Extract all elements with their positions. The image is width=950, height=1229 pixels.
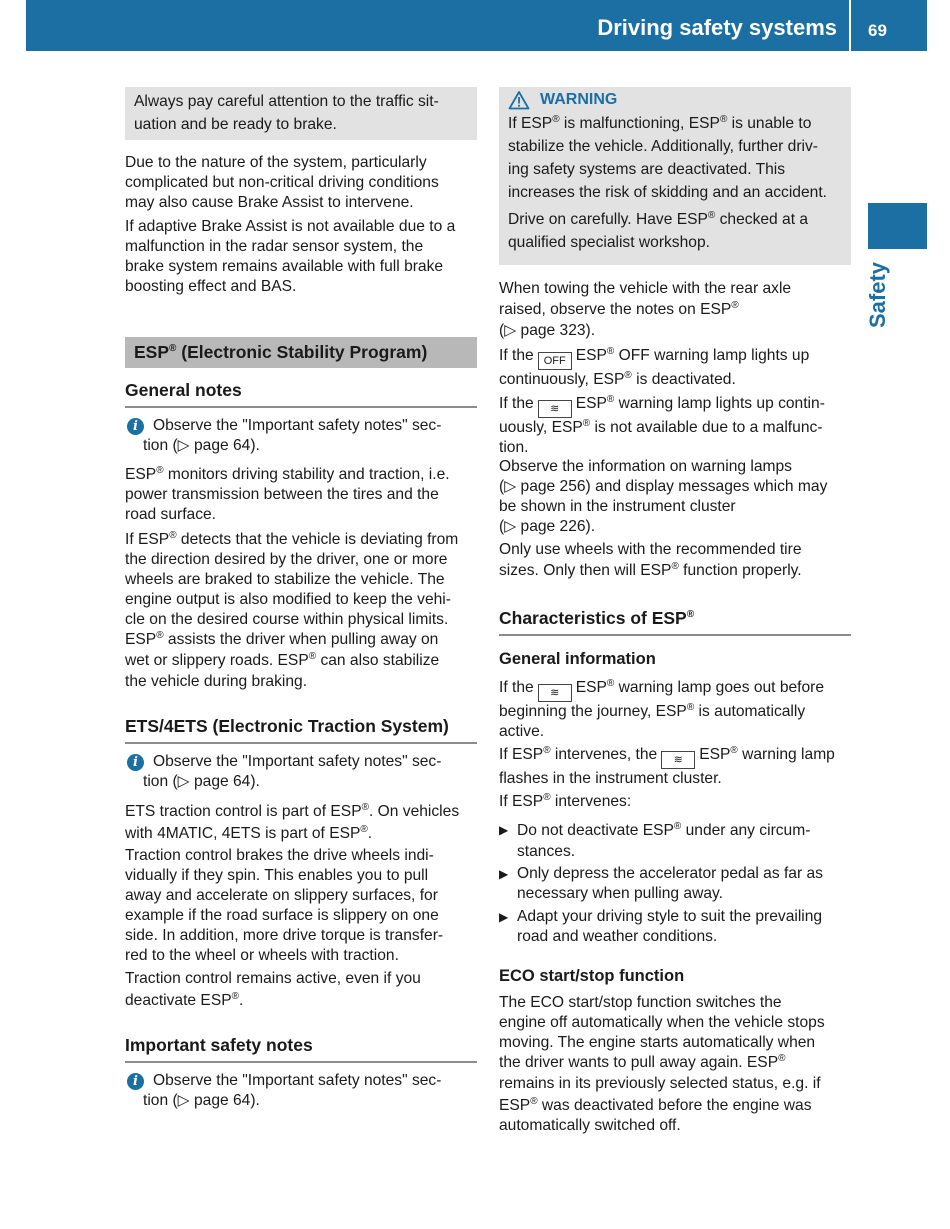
registered-mark: ® xyxy=(707,209,716,221)
paragraph xyxy=(499,744,851,789)
text: with 4MATIC, 4ETS is part of ESP xyxy=(125,825,361,842)
text-line: remains in its previously selected status, e.g. if xyxy=(499,1075,821,1092)
bullet-arrow-icon: ▶ xyxy=(499,823,509,837)
esp-warning-lamp-icon: ≋ xyxy=(538,684,572,702)
text-line: (▷ page 256) and display messages which may xyxy=(499,478,828,495)
text: . xyxy=(239,992,244,1009)
text: . xyxy=(367,825,373,842)
text-line: side. In addition, more drive torque is transfer- xyxy=(125,927,444,944)
registered-mark: ® xyxy=(308,650,317,662)
text-line: the direction desired by the driver, one or more xyxy=(125,551,448,568)
registered-mark: ® xyxy=(671,560,679,572)
heading-ets: ETS/4ETS (Electronic Traction System) xyxy=(125,714,477,744)
side-label xyxy=(848,250,908,340)
text: the driver wants to pull away again. ESP xyxy=(499,1054,779,1071)
paragraph xyxy=(499,393,851,458)
heading-general-notes: General notes xyxy=(125,378,477,408)
text-line xyxy=(499,560,851,582)
text: If the xyxy=(499,395,534,412)
text-line xyxy=(508,208,842,231)
side-label-text: Safety xyxy=(865,261,890,329)
text-line: example if the road surface is slippery on one xyxy=(125,907,439,924)
text-line: Observe the "Important safety notes" sec- xyxy=(153,417,442,434)
text: If the xyxy=(499,679,534,696)
text: uously, ESP xyxy=(499,419,583,436)
text-line: Traction control remains active, even if you xyxy=(125,970,421,987)
text: intervenes, the xyxy=(550,746,658,763)
text: is unable to xyxy=(727,115,812,132)
warning-header xyxy=(508,88,842,112)
registered-mark: ® xyxy=(673,820,682,832)
text: beginning the journey, ESP xyxy=(499,703,687,720)
paragraph xyxy=(125,465,477,525)
page-reference-link[interactable]: tion (▷ page 64). xyxy=(143,437,260,454)
text-line: malfunction in the radar sensor system, the xyxy=(125,238,424,255)
registered-mark: ® xyxy=(169,529,177,541)
text-line: cle on the desired course within physical limits. xyxy=(125,611,449,628)
text-line: active. xyxy=(499,723,545,740)
text: ETS traction control is part of ESP xyxy=(125,803,362,820)
text-line: Only depress the accelerator pedal as far as xyxy=(517,865,823,882)
text: sizes. Only then will ESP xyxy=(499,562,672,579)
text-line xyxy=(125,630,477,650)
registered-mark: ® xyxy=(530,1095,538,1107)
text-line: engine off automatically when the vehicle stops xyxy=(499,1014,825,1031)
text-line: wheels are braked to stabilize the vehicle. The xyxy=(125,571,445,588)
registered-mark: ® xyxy=(156,629,164,641)
text-line: ing safety systems are deactivated. This xyxy=(508,161,786,178)
text: function properly. xyxy=(678,562,802,579)
text-line: Adapt your driving style to suit the prevailing xyxy=(517,908,823,925)
text-line: road surface. xyxy=(125,506,217,523)
info-icon: i xyxy=(127,418,144,435)
text: If ESP xyxy=(508,115,553,132)
text-line: boosting effect and BAS. xyxy=(125,278,297,295)
text-line xyxy=(499,702,851,722)
registered-mark: ® xyxy=(543,791,551,803)
paragraph xyxy=(125,153,477,213)
text: ESP xyxy=(575,395,607,412)
registered-mark: ® xyxy=(361,801,369,813)
text-line: be shown in the instrument cluster xyxy=(499,498,736,515)
heading-characteristics-esp xyxy=(499,606,851,636)
registered-mark: ® xyxy=(606,393,615,405)
text: Do not deactivate ESP xyxy=(517,822,674,839)
text-line: Due to the nature of the system, particularly xyxy=(125,154,427,171)
text: ESP xyxy=(125,466,157,483)
paragraph xyxy=(125,630,477,692)
note-line: uation and be ready to brake. xyxy=(134,116,337,133)
text-line: engine output is also modified to keep the vehi- xyxy=(125,591,451,608)
registered-mark: ® xyxy=(778,1052,786,1064)
paragraph xyxy=(125,968,477,1012)
registered-mark: ® xyxy=(606,677,615,689)
registered-mark: ® xyxy=(606,345,615,357)
registered-mark: ® xyxy=(624,369,632,381)
text-line xyxy=(125,823,477,845)
registered-mark: ® xyxy=(719,113,728,125)
text: continuously, ESP xyxy=(499,371,625,388)
heading-text: (Electronic Stability Program) xyxy=(176,342,428,362)
heading-text: ESP xyxy=(134,342,170,362)
text-line: flashes in the instrument cluster. xyxy=(499,770,722,787)
text-line: necessary when pulling away. xyxy=(517,885,724,902)
text-line: power transmission between the tires and the xyxy=(125,486,439,503)
text: ESP xyxy=(575,347,607,364)
registered-mark: ® xyxy=(543,744,551,756)
text-line: qualified specialist workshop. xyxy=(508,234,710,251)
text-line: stabilize the vehicle. Additionally, further driv- xyxy=(508,138,819,155)
text: ESP xyxy=(125,631,157,648)
text-line xyxy=(499,1053,851,1073)
text-line xyxy=(499,744,851,769)
text-line xyxy=(499,299,851,321)
text: warning lamp lights up contin- xyxy=(614,395,825,412)
list-item xyxy=(499,864,851,907)
text: ESP xyxy=(499,1097,531,1114)
text: If ESP xyxy=(125,531,170,548)
bullet-list xyxy=(499,820,851,947)
paragraph xyxy=(499,677,851,742)
text: is malfunctioning, ESP xyxy=(559,115,720,132)
paragraph xyxy=(499,993,851,1136)
registered-mark: ® xyxy=(552,113,560,125)
info-note xyxy=(125,752,477,792)
paragraph xyxy=(125,530,477,630)
text-line: increases the risk of skidding and an accident. xyxy=(508,184,827,201)
text-line: red to the wheel or wheels with traction. xyxy=(125,947,399,964)
text-line: Traction control brakes the drive wheels indi- xyxy=(125,847,434,864)
registered-mark: ® xyxy=(360,823,368,835)
paragraph xyxy=(499,279,851,341)
text-line: vidually if they spin. This enables you to pull xyxy=(125,867,429,884)
text: can also stabilize xyxy=(316,652,440,669)
text-line xyxy=(499,393,851,418)
paragraph xyxy=(125,801,477,845)
registered-mark: ® xyxy=(730,744,738,756)
section-heading-esp xyxy=(125,337,477,368)
text-line: Observe the "Important safety notes" sec- xyxy=(153,753,442,770)
text: . On vehicles xyxy=(368,803,460,820)
text: checked at a xyxy=(715,211,809,228)
text-line: road and weather conditions. xyxy=(517,928,718,945)
heading-eco-start-stop: ECO start/stop function xyxy=(499,967,685,985)
text-line: The ECO start/stop function switches the xyxy=(499,994,782,1011)
paragraph xyxy=(499,345,851,390)
text-line: the vehicle during braking. xyxy=(125,673,308,690)
text-line xyxy=(499,345,851,370)
note-line: Always pay careful attention to the traffic sit- xyxy=(134,93,439,110)
text-line xyxy=(499,791,851,813)
registered-mark: ® xyxy=(731,299,739,311)
text-line: may also cause Brake Assist to intervene. xyxy=(125,194,414,211)
text-line: Observe the "Important safety notes" sec- xyxy=(153,1072,442,1089)
registered-mark: ® xyxy=(582,417,591,429)
text-line: complicated but non-critical driving conditions xyxy=(125,174,439,191)
info-icon: i xyxy=(127,1073,144,1090)
attention-note xyxy=(125,87,477,140)
text: warning lamp goes out before xyxy=(614,679,825,696)
text-line xyxy=(125,801,477,823)
text: was deactivated before the engine was xyxy=(537,1097,812,1114)
text-line xyxy=(499,1095,851,1116)
text: detects that the vehicle is deviating from xyxy=(176,531,459,548)
heading-text: Characteristics of ESP xyxy=(499,608,687,628)
text: ESP xyxy=(575,679,607,696)
text-line xyxy=(499,370,851,390)
text: intervenes: xyxy=(550,793,632,810)
esp-warning-lamp-icon: ≋ xyxy=(538,400,572,418)
text-line: tion. xyxy=(499,439,529,456)
info-note xyxy=(125,1071,477,1111)
text-line: Observe the information on warning lamps xyxy=(499,458,792,475)
chapter-title: Driving safety systems xyxy=(597,15,837,40)
paragraph xyxy=(125,846,477,966)
paragraph xyxy=(499,457,851,537)
registered-mark: ® xyxy=(686,609,695,621)
header-divider xyxy=(849,0,851,51)
text: assists the driver when pulling away on xyxy=(163,631,439,648)
text-line xyxy=(125,465,477,485)
text-line xyxy=(517,820,810,842)
text: OFF warning lamp lights up xyxy=(614,347,810,364)
text: is automatically xyxy=(694,703,806,720)
warning-triangle-icon xyxy=(508,90,530,110)
text-line: brake system remains available with full brake xyxy=(125,258,444,275)
text: raised, observe the notes on ESP xyxy=(499,301,732,318)
info-note xyxy=(125,416,477,456)
bullet-arrow-icon: ▶ xyxy=(499,867,509,881)
registered-mark: ® xyxy=(169,343,177,355)
text-line: away and accelerate on slippery surfaces, for xyxy=(125,887,438,904)
paragraph xyxy=(499,791,851,813)
page-number: 69 xyxy=(868,21,887,40)
page-reference-link[interactable]: (▷ page 226). xyxy=(499,518,596,535)
text: If ESP xyxy=(499,746,544,763)
text-line: moving. The engine starts automatically when xyxy=(499,1034,816,1051)
text: is not available due to a malfunc- xyxy=(590,419,823,436)
text: ESP xyxy=(699,746,731,763)
text: If the xyxy=(499,347,534,364)
text-line: stances. xyxy=(517,843,576,860)
text-line xyxy=(499,418,851,438)
page-reference-link[interactable]: tion (▷ page 64). xyxy=(143,773,260,790)
warning-label: WARNING xyxy=(540,91,618,108)
header-bar xyxy=(26,0,927,51)
text: under any circum- xyxy=(681,822,811,839)
text: is deactivated. xyxy=(631,371,736,388)
text-line xyxy=(125,990,477,1012)
page-reference-link[interactable]: (▷ page 323). xyxy=(499,322,596,339)
text: deactivate ESP xyxy=(125,992,232,1009)
text-line xyxy=(125,530,477,550)
heading-general-information: General information xyxy=(499,650,656,668)
esp-off-lamp-icon: OFF xyxy=(538,352,572,370)
side-tab-marker xyxy=(868,203,927,249)
text-line: If adaptive Brake Assist is not available due to a xyxy=(125,218,456,235)
text-line: When towing the vehicle with the rear axle xyxy=(499,280,792,297)
bullet-arrow-icon: ▶ xyxy=(499,910,509,924)
text-line xyxy=(125,650,477,672)
text: monitors driving stability and traction, i.e. xyxy=(163,466,450,483)
text-line xyxy=(499,677,851,702)
text-line: Only use wheels with the recommended tire xyxy=(499,541,802,558)
text-line xyxy=(508,112,842,135)
paragraph xyxy=(499,540,851,582)
warning-box xyxy=(499,87,851,265)
heading-important-safety-notes: Important safety notes xyxy=(125,1033,477,1063)
page-reference-link[interactable]: tion (▷ page 64). xyxy=(143,1092,260,1109)
registered-mark: ® xyxy=(231,990,239,1002)
list-item xyxy=(499,820,851,864)
text: Drive on carefully. Have ESP xyxy=(508,211,708,228)
text: warning lamp xyxy=(737,746,835,763)
paragraph xyxy=(125,217,477,297)
info-icon: i xyxy=(127,754,144,771)
esp-warning-lamp-icon: ≋ xyxy=(661,751,695,769)
text: If ESP xyxy=(499,793,544,810)
text: wet or slippery roads. ESP xyxy=(125,652,309,669)
list-item xyxy=(499,907,851,947)
text-line: automatically switched off. xyxy=(499,1117,681,1134)
registered-mark: ® xyxy=(686,701,695,713)
registered-mark: ® xyxy=(156,464,164,476)
